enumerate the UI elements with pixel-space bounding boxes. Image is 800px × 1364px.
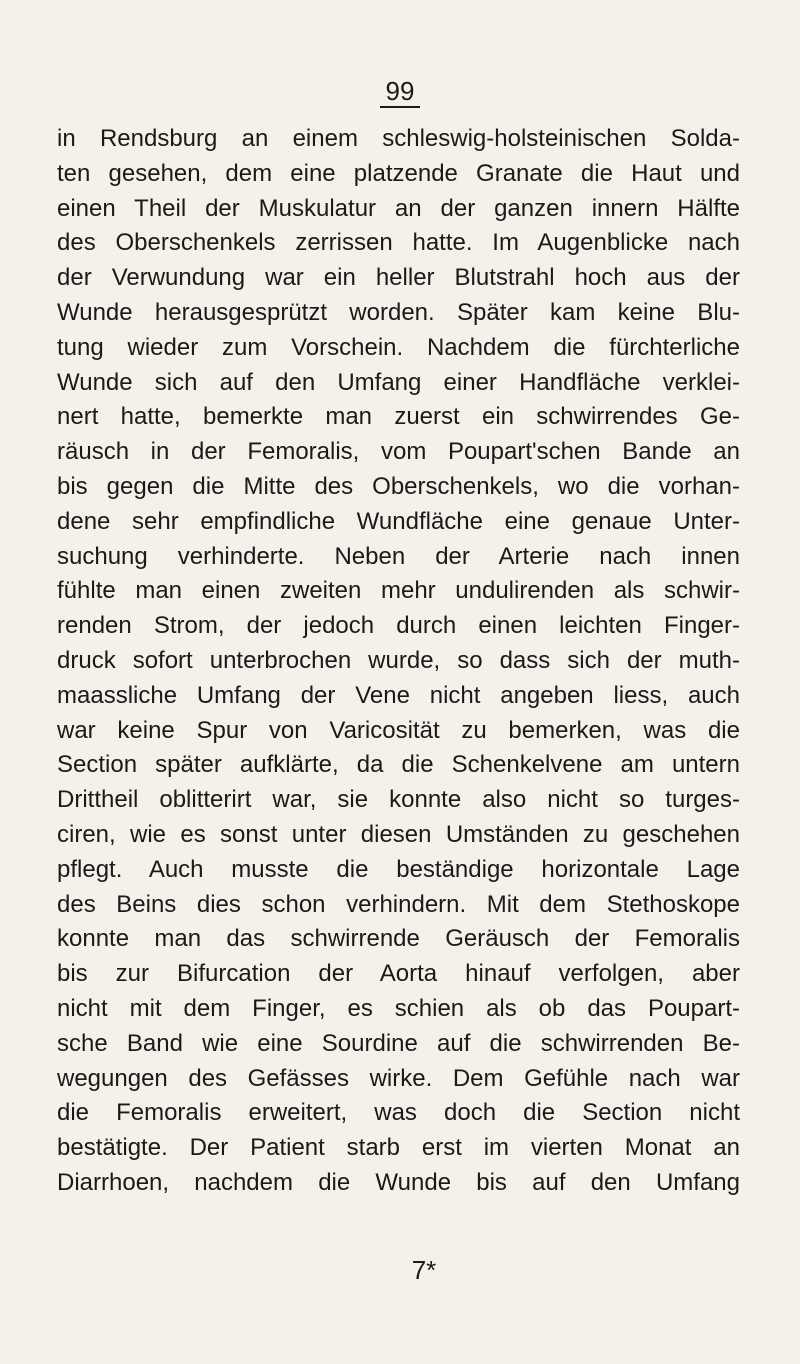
text-line: suchung verhinderte. Neben der Arterie nach innen [57,542,740,570]
page-number [0,76,800,108]
text-line: sche Band wie eine Sourdine auf die schwirrenden Be- [57,1029,740,1057]
text-line: pflegt. Auch musste die beständige horizontale Lage [57,855,740,883]
text-line: nert hatte, bemerkte man zuerst ein schwirrendes Ge- [57,403,740,431]
text-line: einen Theil der Muskulatur an der ganzen innern Hälfte [57,194,740,222]
text-line: Wunde sich auf den Umfang einer Handfläche verklei- [57,368,740,396]
text-line: druck sofort unterbrochen wurde, so dass sich der muth- [57,646,740,674]
text-line: ciren, wie es sonst unter diesen Umständen zu geschehen [57,820,740,848]
text-line: bis zur Bifurcation der Aorta hinauf verfolgen, aber [57,960,740,988]
text-line: wegungen des Gefässes wirke. Dem Gefühle nach war [57,1064,740,1092]
text-line: nicht mit dem Finger, es schien als ob das Poupart- [57,994,740,1022]
text-line: tung wieder zum Vorschein. Nachdem die fürchterliche [57,333,740,361]
text-line: fühlte man einen zweiten mehr undulirenden als schwir- [57,577,740,605]
text-line: Drittheil oblitterirt war, sie konnte also nicht so turges- [57,786,740,814]
text-line: dene sehr empfindliche Wundfläche eine genaue Unter- [57,507,740,535]
text-line: des Oberschenkels zerrissen hatte. Im Augenblicke nach [57,229,740,257]
text-line: konnte man das schwirrende Geräusch der Femoralis [57,925,740,953]
text-line: der Verwundung war ein heller Blutstrahl hoch aus der [57,264,740,292]
page-number-text: 99 [380,76,421,108]
text-line: maassliche Umfang der Vene nicht angeben liess, auch [57,681,740,709]
text-line: des Beins dies schon verhindern. Mit dem Stethoskope [57,890,740,918]
signature-text: 7* [411,1255,437,1285]
printer-signature-mark [0,1255,800,1285]
text-line: räusch in der Femoralis, vom Poupart'schen Bande an [57,438,740,466]
text-line: Section später aufklärte, da die Schenkelvene am untern [57,751,740,779]
text-line: Diarrhoen, nachdem die Wunde bis auf den Umfang [57,1168,740,1196]
text-line: die Femoralis erweitert, was doch die Section nicht [57,1099,740,1127]
text-line: ten gesehen, dem eine platzende Granate die Haut und [57,159,740,187]
text-line: bis gegen die Mitte des Oberschenkels, wo die vorhan- [57,472,740,500]
text-line: war keine Spur von Varicosität zu bemerken, was die [57,716,740,744]
text-line: renden Strom, der jedoch durch einen leichten Finger- [57,612,740,640]
text-line: in Rendsburg an einem schleswig-holsteinischen Solda- [57,125,740,152]
text-line: Wunde herausgesprützt worden. Später kam keine Blu- [57,298,740,326]
body-text [57,122,740,1201]
text-line: bestätigte. Der Patient starb erst im vierten Monat an [57,1134,740,1162]
